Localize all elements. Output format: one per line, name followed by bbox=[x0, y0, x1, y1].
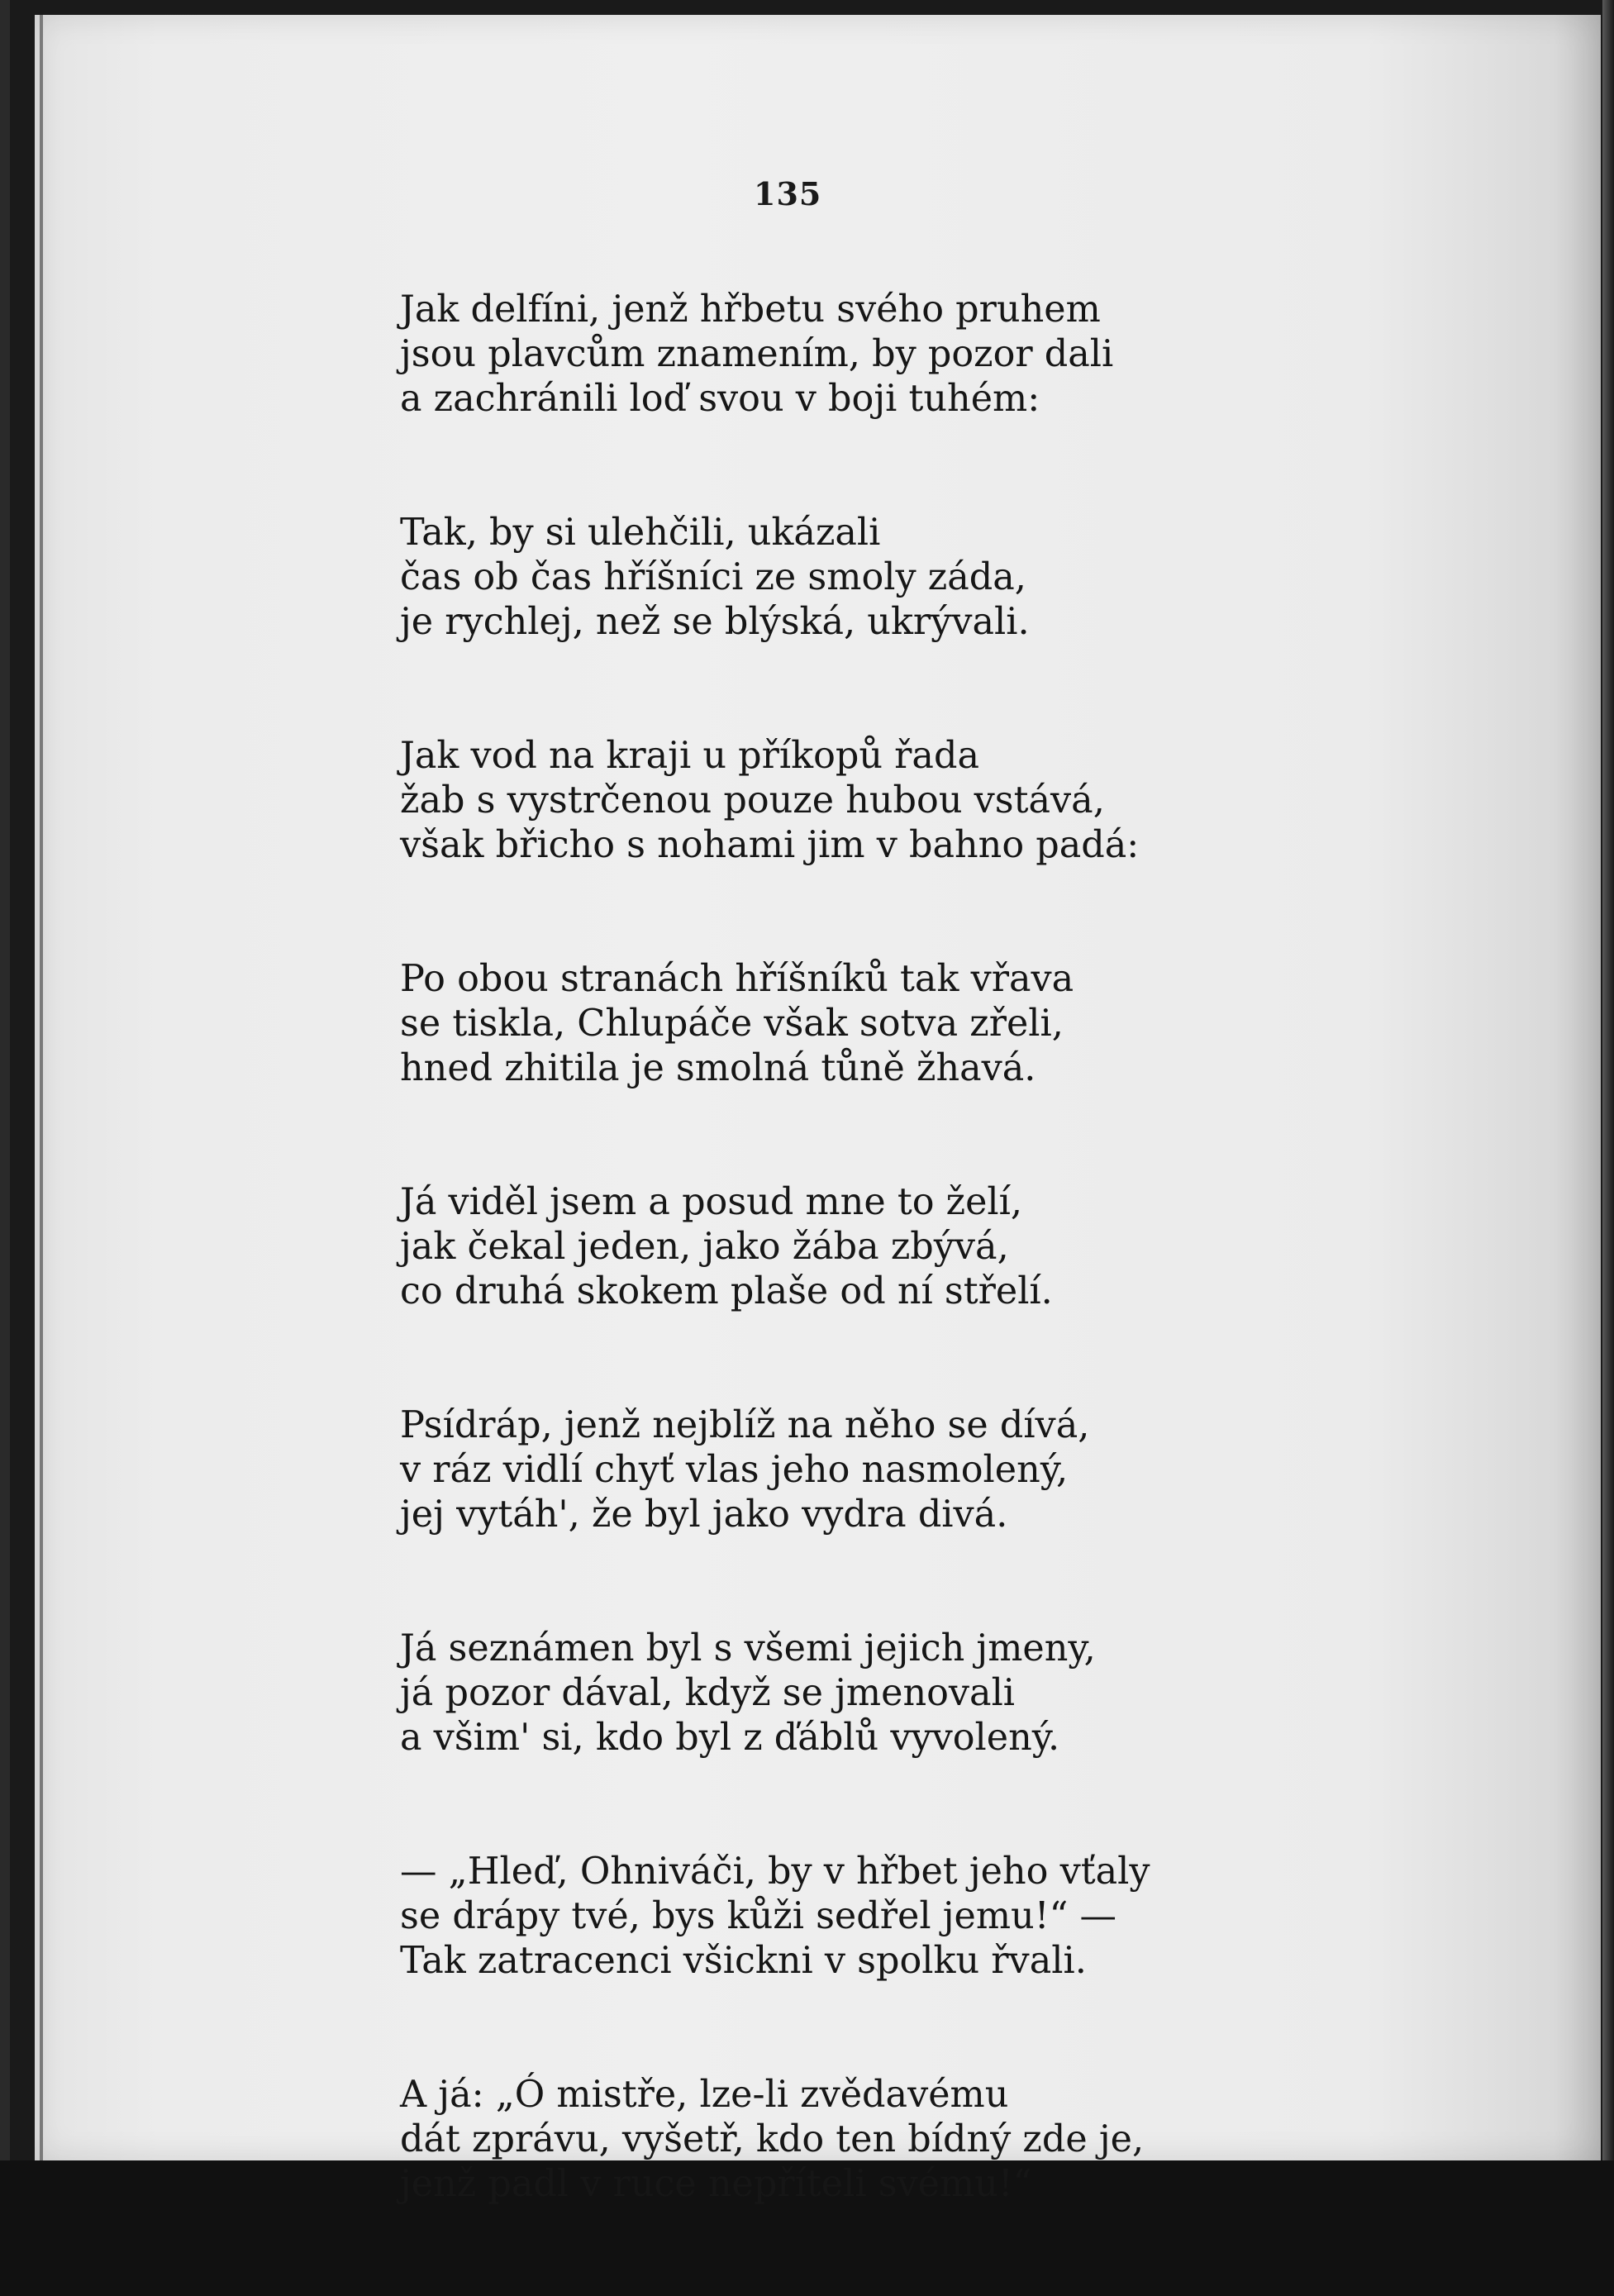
stanza bbox=[400, 957, 1309, 1091]
verse-line: dát zprávu, vyšetř, kdo ten bídný zde je, bbox=[400, 2118, 1145, 2160]
verse-line: Tak zatracenci všickni v spolku řvali. bbox=[400, 1940, 1087, 1982]
verse-line: hned zhitila je smolná tůně žhavá. bbox=[400, 1047, 1036, 1089]
stanza bbox=[400, 1627, 1309, 1760]
stanza bbox=[400, 1403, 1309, 1537]
verse-line: žab s vystrčenou pouze hubou vstává, bbox=[400, 779, 1105, 822]
verse-line: se tiskla, Chlupáče však sotva zřeli, bbox=[400, 1003, 1064, 1045]
verse-line: Jak vod na kraji u příkopů řada bbox=[400, 735, 979, 777]
verse-line: v ráz vidlí chyť vlas jeho nasmolený, bbox=[400, 1449, 1069, 1491]
verse-line: a všim' si, kdo byl z ďáblů vyvolený. bbox=[400, 1717, 1060, 1759]
verse-line: čas ob čas hříšníci ze smoly záda, bbox=[400, 556, 1026, 598]
verse-line: a zachránili loď svou v boji tuhém: bbox=[400, 378, 1040, 420]
verse-line: — „Hleď, Ohniváči, by v hřbet jeho vťaly bbox=[400, 1851, 1150, 1893]
page-gutter-line bbox=[40, 15, 43, 2160]
stanza bbox=[400, 734, 1309, 868]
book-binding-edge bbox=[0, 0, 10, 2160]
verse-line: je rychlej, než se blýská, ukrývali. bbox=[400, 601, 1030, 643]
page-right-edge bbox=[1602, 0, 1614, 2160]
stanza bbox=[400, 2073, 1309, 2207]
verse-line: jenž padl v ruce nepříteli svému!“ bbox=[400, 2163, 1032, 2205]
poem-text bbox=[400, 288, 1309, 2296]
page-number: 135 bbox=[754, 175, 822, 212]
verse-line: A já: „Ó mistře, lze-li zvědavému bbox=[400, 2074, 1009, 2116]
verse-line: jak čekal jeden, jako žába zbývá, bbox=[400, 1226, 1009, 1268]
verse-line: Psídráp, jenž nejblíž na něho se dívá, bbox=[400, 1404, 1090, 1446]
verse-line: já pozor dával, když se jmenovali bbox=[400, 1672, 1016, 1714]
stanza bbox=[400, 1180, 1309, 1314]
verse-line: však břicho s nohami jim v bahno padá: bbox=[400, 824, 1140, 866]
verse-line: Já viděl jsem a posud mne to želí, bbox=[400, 1181, 1023, 1223]
verse-line: Po obou stranách hříšníků tak vřava bbox=[400, 958, 1074, 1000]
verse-line: se drápy tvé, bys kůži sedřel jemu!“ — bbox=[400, 1895, 1116, 1937]
verse-line: Jak delfíni, jenž hřbetu svého pruhem bbox=[400, 288, 1101, 331]
stanza bbox=[400, 288, 1309, 422]
verse-line: Já seznámen byl s všemi jejich jmeny, bbox=[400, 1627, 1096, 1670]
verse-line: jej vytáh', že byl jako vydra divá. bbox=[400, 1493, 1008, 1536]
stanza bbox=[400, 1850, 1309, 1984]
verse-line: Tak, by si ulehčili, ukázali bbox=[400, 512, 881, 554]
stanza bbox=[400, 511, 1309, 645]
verse-line: co druhá skokem plaše od ní střelí. bbox=[400, 1270, 1053, 1312]
verse-line: jsou plavcům znamením, by pozor dali bbox=[400, 333, 1114, 375]
